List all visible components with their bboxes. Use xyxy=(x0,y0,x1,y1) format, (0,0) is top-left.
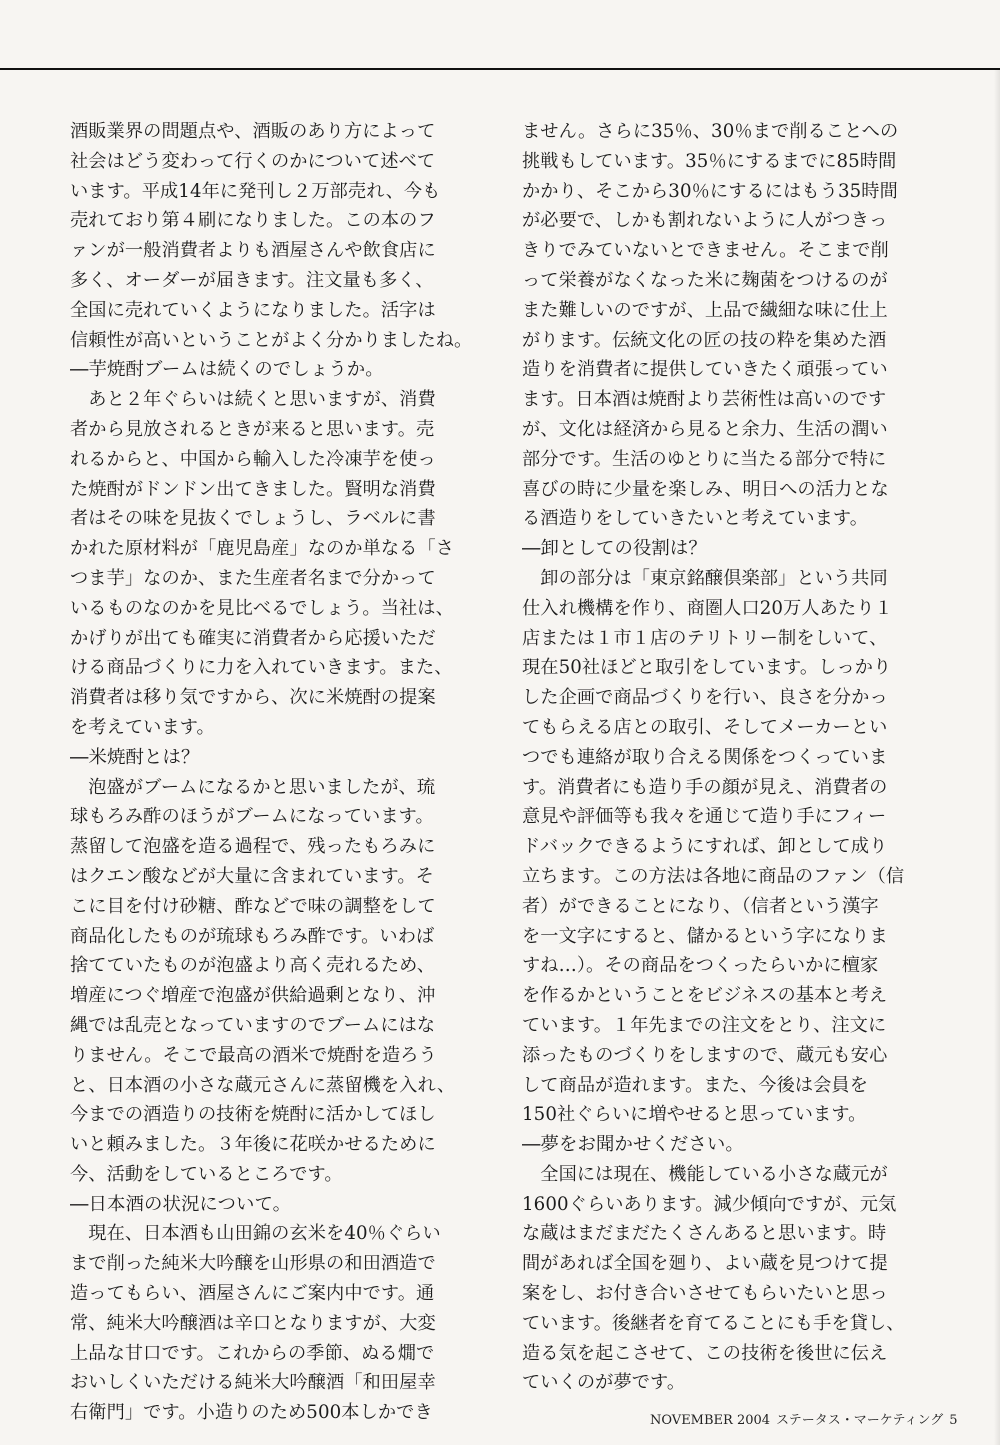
body-text-line: 泡盛がブームになるかと思いましたが、琉 xyxy=(70,776,436,798)
body-text-line: 者はその味を見抜くでしょうし、ラベルに書 xyxy=(70,508,436,530)
body-text-line: 上品な甘口です。これからの季節、ぬる燗で xyxy=(70,1342,435,1364)
body-text-line: 常、純米大吟醸酒は辛口となりますが、大変 xyxy=(70,1312,436,1334)
body-text-line: ァンが一般消費者よりも酒屋さんや飲食店に xyxy=(70,240,436,262)
body-text-line: いるものなのかを見比べるでしょう。当社は、 xyxy=(70,597,454,619)
body-text-line: 全国には現在、機能している小さな蔵元が xyxy=(522,1163,888,1185)
body-text-line: つま芋」なのか、また生産者名まで分かって xyxy=(70,567,436,589)
article-column-left xyxy=(70,117,473,1428)
body-text-line: を作るかということをビジネスの基本と考え xyxy=(522,985,888,1007)
body-text-line: かれた原材料が「鹿児島産」なのか単なる「さ xyxy=(70,538,455,560)
body-text-line: 卸の部分は「東京銘醸倶楽部」という共同 xyxy=(522,567,888,589)
body-text-line: また難しいのですが、上品で繊細な味に仕上 xyxy=(522,299,888,321)
page-footer xyxy=(650,1412,958,1430)
body-text-line: まで削った純米大吟醸を山形県の和田酒造で xyxy=(70,1253,436,1275)
body-text-line: 添ったものづくりをしますので、蔵元も安心 xyxy=(522,1044,888,1066)
section-heading: ―米焼酎とは？ xyxy=(70,746,200,768)
body-text-line: が、文化は経済から見ると余力、生活の潤い xyxy=(522,418,888,440)
body-text-line: 増産につぐ増産で泡盛が供給過剰となり、沖 xyxy=(70,985,436,1007)
body-text-line: ける商品づくりに力を入れていきます。また、 xyxy=(70,657,453,679)
section-heading: ―芋焼酎ブームは続くのでしょうか。 xyxy=(70,359,384,381)
body-text-line: って栄養がなくなった米に麹菌をつけるのが xyxy=(522,269,888,291)
body-text-line: と、日本酒の小さな蔵元さんに蒸留機を入れ、 xyxy=(70,1074,456,1096)
body-text-line: した企画で商品づくりを行い、良さを分かっ xyxy=(522,687,888,709)
body-text-line: 現在、日本酒も山田錦の玄米を40％ぐらい xyxy=(70,1223,441,1245)
body-text-line: 造ってもらい、酒屋さんにご案内中です。通 xyxy=(70,1283,435,1305)
section-heading: ―卸としての役割は？ xyxy=(522,538,707,560)
body-text-line: いと頼みました。３年後に花咲かせるために xyxy=(70,1134,436,1156)
body-text-line: 現在50社ほどと取引をしています。しっかり xyxy=(522,657,892,679)
body-text-line: 立ちます。この方法は各地に商品のファン（信 xyxy=(522,865,905,887)
body-text-line: が必要で、しかも割れないように人がつきっ xyxy=(522,210,888,232)
body-text-line: な蔵はまだまだたくさんあると思います。時 xyxy=(522,1223,887,1245)
body-text-line: 縄では乱売となっていますのでブームにはな xyxy=(70,1014,436,1036)
body-text-line: おいしくいただける純米大吟醸酒「和田屋幸 xyxy=(70,1372,436,1394)
body-text-line: 売れており第４刷になりました。この本のフ xyxy=(70,210,436,232)
body-text-line: ドバックできるようにすれば、卸として成り xyxy=(522,836,888,858)
body-text-line: を一文字にすると、儲かるという字になりま xyxy=(522,925,888,947)
body-text-line: る酒造りをしていきたいと考えています。 xyxy=(522,508,869,530)
body-text-line: います。平成14年に発刊し２万部売れ、今も xyxy=(70,180,441,202)
body-text-line: ます。日本酒は焼酎より芸術性は高いのです xyxy=(522,389,887,411)
body-text-line: 1600ぐらいあります。減少傾向ですが、元気 xyxy=(522,1193,897,1215)
section-heading: ―日本酒の状況について。 xyxy=(70,1193,292,1215)
body-text-line: ません。さらに35％、30％まで削ることへの xyxy=(522,121,899,142)
body-text-line: ていくのが夢です。 xyxy=(522,1372,686,1394)
body-text-line: 捨てていたものが泡盛より高く売れるため、 xyxy=(70,955,436,977)
page-edge-shadow xyxy=(994,70,1000,1445)
body-text-line: てもらえる店との取引、そしてメーカーとい xyxy=(522,716,888,738)
body-text-line: れるからと、中国から輸入した冷凍芋を使っ xyxy=(70,448,436,470)
body-text-line: かげりが出ても確実に消費者から応援いただ xyxy=(70,627,436,649)
body-text-line: 意見や評価等も我々を通じて造り手にフィー xyxy=(522,806,887,828)
body-text-line: 案をし、お付き合いさせてもらいたいと思っ xyxy=(522,1283,888,1305)
body-text-line: 間があれば全国を廻り、よい蔵を見つけて提 xyxy=(522,1253,888,1275)
body-text-line: こに目を付け砂糖、酢などで味の調整をして xyxy=(70,895,436,917)
body-text-line: 信頼性が高いということがよく分かりましたね。 xyxy=(70,329,473,351)
body-text-line: 社会はどう変わって行くのかについて述べて xyxy=(70,150,436,172)
body-text-line: 仕入れ機構を作り、商圏人口20万人あたり１ xyxy=(522,597,893,619)
body-text-line: がります。伝統文化の匠の技の粋を集めた酒 xyxy=(522,329,887,351)
body-text-line: 店または１市１店のテリトリー制をしいて、 xyxy=(522,627,888,649)
body-text-line: 消費者は移り気ですから、次に米焼酎の提案 xyxy=(70,687,436,709)
footer-page-number: 5 xyxy=(949,1413,958,1428)
body-text-line: 右衛門」です。小造りのため500本しかでき xyxy=(70,1402,433,1424)
article-column-right xyxy=(522,117,922,1398)
body-text-line: 喜びの時に少量を楽しみ、明日への活力とな xyxy=(522,478,889,500)
body-text-line: 者から見放されるときが来ると思います。売 xyxy=(70,418,435,440)
body-text-line: 酒販業界の問題点や、酒販のあり方によって xyxy=(70,121,436,142)
body-text-line: はクエン酸などが大量に含まれています。そ xyxy=(70,865,434,887)
body-text-line: 多く、オーダーが届きます。注文量も多く、 xyxy=(70,269,434,291)
body-text-line: 部分です。生活のゆとりに当たる部分で特に xyxy=(522,448,887,470)
body-text-line: 全国に売れていくようになりました。活字は xyxy=(70,299,436,321)
body-text-line: を考えています。 xyxy=(70,716,215,738)
body-text-line: ています。１年先までの注文をとり、注文に xyxy=(522,1014,887,1036)
body-text-line: かかり、そこから30％にするにはもう35時間 xyxy=(522,180,898,202)
body-text-line: 今、活動をしているところです。 xyxy=(70,1163,343,1185)
body-text-line: 挑戦もしています。35％にするまでに85時間 xyxy=(522,150,897,172)
body-text-line: 造りを消費者に提供していきたく頑張ってい xyxy=(522,359,888,381)
body-text-line: 150社ぐらいに増やせると思っています。 xyxy=(522,1104,867,1126)
section-heading: ―夢をお聞かせください。 xyxy=(522,1134,744,1156)
body-text-line: 者）ができることになり、（信者という漢字 xyxy=(522,895,879,917)
top-rule xyxy=(0,68,1000,70)
body-text-line: 蒸留して泡盛を造る過程で、残ったもろみに xyxy=(70,836,436,858)
body-text-line: ています。後継者を育てることにも手を貸し、 xyxy=(522,1312,905,1334)
body-text-line: 球もろみ酢のほうがブームになっています。 xyxy=(70,806,434,828)
body-text-line: あと２年ぐらいは続くと思いますが、消費 xyxy=(70,389,436,411)
footer-issue: NOVEMBER 2004 xyxy=(650,1413,771,1428)
body-text-line: すね…）。その商品をつくったらいかに檀家 xyxy=(522,955,879,977)
body-text-line: きりでみていないとできません。そこまで削 xyxy=(522,240,889,262)
body-text-line: して商品が造れます。また、今後は会員を xyxy=(522,1074,869,1096)
body-text-line: 商品化したものが琉球もろみ酢です。いわば xyxy=(70,925,435,947)
body-text-line: 今までの酒造りの技術を焼酎に活かしてほし xyxy=(70,1104,436,1126)
body-text-line: つでも連絡が取り合える関係をつくっていま xyxy=(522,746,888,768)
footer-magazine-name: ステータス・マーケティング xyxy=(776,1413,944,1428)
body-text-line: 造る気を起こさせて、この技術を後世に伝え xyxy=(522,1342,888,1364)
body-text-line: た焼酎がドンドン出てきました。賢明な消費 xyxy=(70,478,436,500)
body-text-line: す。消費者にも造り手の顔が見え、消費者の xyxy=(522,776,888,798)
body-text-line: りません。そこで最高の酒米で焼酎を造ろう xyxy=(70,1044,437,1066)
